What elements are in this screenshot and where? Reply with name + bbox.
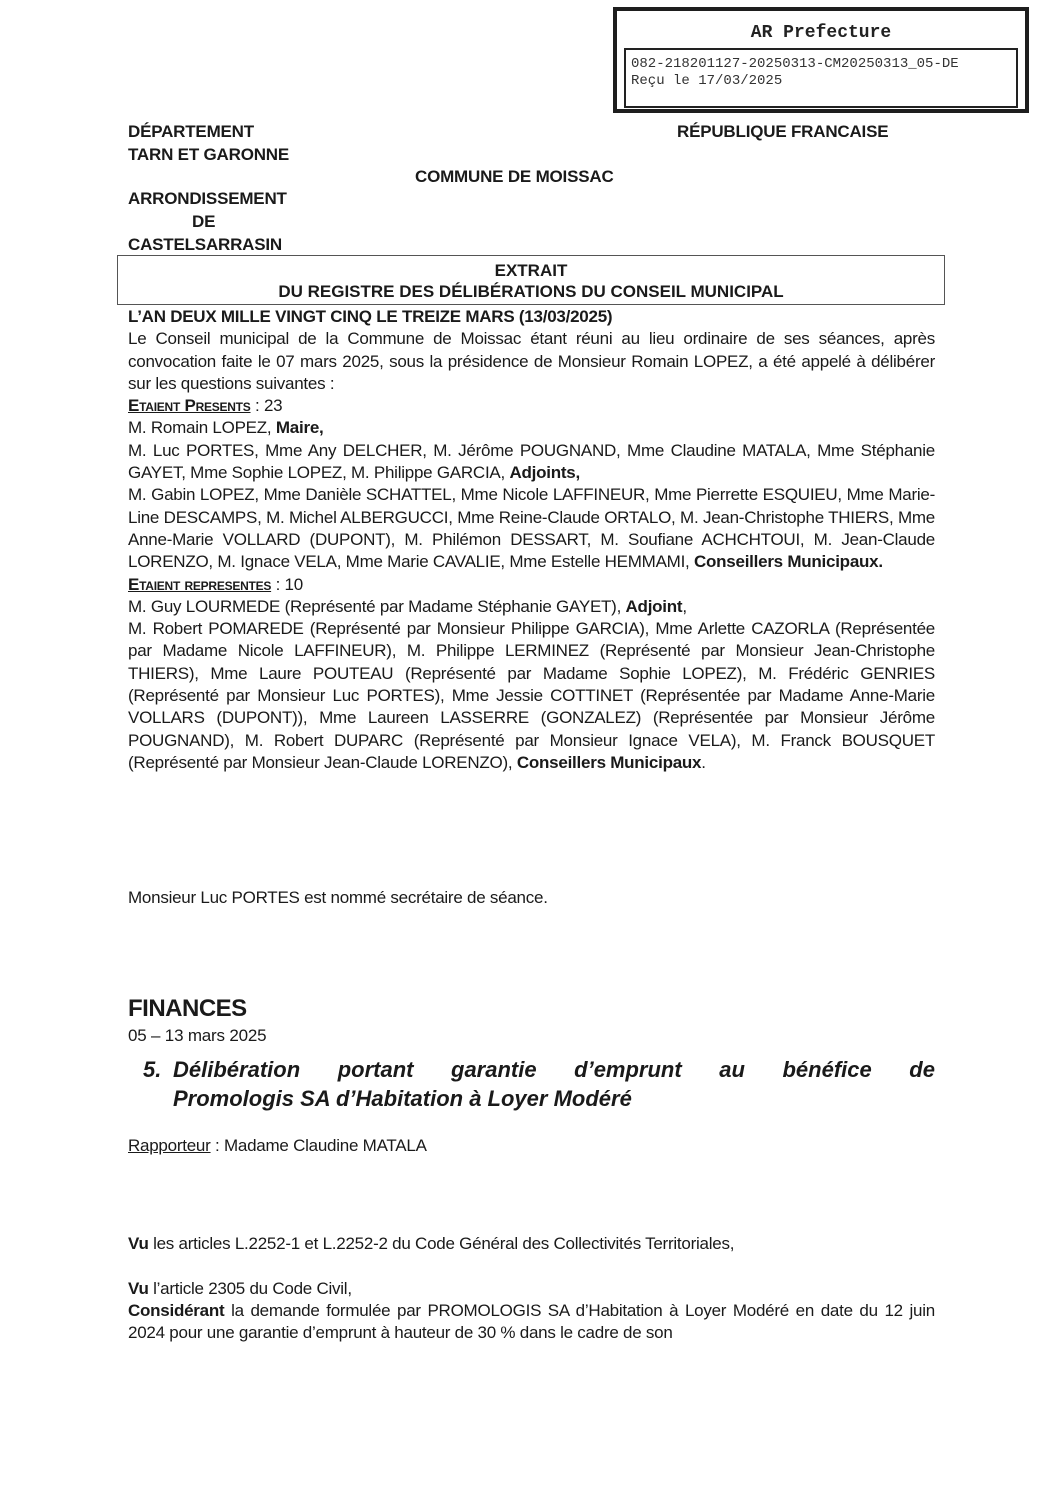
considerant-text: la demande formulée par PROMOLOGIS SA d’Habitation à Loyer Modéré en date du 12 juin 2024 pour une garantie d’emprunt à hauteur de 30 % dans le cadre de son [128, 1301, 935, 1343]
vu-label: Vu [128, 1279, 149, 1298]
ar-prefecture-stamp [613, 7, 1029, 113]
department-block [128, 120, 289, 166]
session-date-line: L’AN DEUX MILLE VINGT CINQ LE TREIZE MARS (13/03/2025) [128, 307, 613, 326]
maire-name: M. Romain LOPEZ, [128, 418, 276, 438]
presents-label: Etaient Presents [128, 396, 251, 416]
rapporteur-value: : Madame Claudine MATALA [210, 1136, 427, 1155]
representes-label: Etaient representes [128, 574, 272, 594]
extrait-box [117, 255, 945, 305]
department-label: DÉPARTEMENT [128, 122, 254, 141]
representes-heading [128, 574, 935, 596]
presents-adjoints [128, 440, 935, 485]
maire-role: Maire, [275, 418, 324, 438]
section-title: FINANCES [128, 995, 247, 1022]
represente-conseillers-names: M. Robert POMAREDE (Représenté par Monsieur Philippe GARCIA), Mme Arlette CAZORLA (Représentée par Madame Nicole LAFFINEUR), M. Philippe LERMINEZ (Représenté par Monsieur Jean-Christophe THIERS), Mme Laure POUTEAU (Représenté par Madame Sophie LOPEZ), M. Frédéric GENRIES (Représenté par Monsieur Luc PORTES), Mme Jessie COTTINET (Représentée par Madame Anne-Marie VOLLARS (DUPONT)), Mme Laureen LASSERRE (GONZALEZ) (Représentée par Monsieur Jérôme POUGNAND), M. Robert DUPARC (Représenté par Monsieur Ignace VELA), M. Franck BOUSQUET (Représenté par Monsieur Jean-Claude LORENZO), [128, 619, 935, 772]
stamp-reference: 082-218201127-20250313-CM20250313_05-DE [631, 56, 959, 72]
title-word: d’emprunt [574, 1057, 682, 1082]
section-date: 05 – 13 mars 2025 [128, 1026, 267, 1045]
deliberation-number: 5. [143, 1057, 162, 1082]
vu-cgct [128, 1233, 935, 1255]
presents-conseillers [128, 484, 935, 573]
considerant-label: Considérant [128, 1301, 225, 1320]
represente-conseillers-role: Conseillers Municipaux [516, 752, 702, 772]
session-intro: Le Conseil municipal de la Commune de Moissac étant réuni au lieu ordinaire de ses séances, après convocation faite le 07 mars 2025, sous la présidence de Monsieur Romain LOPEZ, a été appelé à délibérer sur les questions suivantes : [128, 329, 935, 393]
extrait-title: EXTRAIT [494, 261, 568, 280]
arrondissement-de: DE [192, 212, 216, 231]
rapporteur-label: Rapporteur [128, 1136, 211, 1155]
representes-conseillers [128, 618, 935, 774]
representes-adjoint [128, 596, 935, 618]
presents-count: : 23 [250, 396, 283, 416]
represente-adjoint-role: Adjoint [625, 596, 683, 616]
secretaire-line: Monsieur Luc PORTES est nommé secrétaire de séance. [128, 888, 548, 907]
vu-code-civil [128, 1278, 935, 1300]
arrondissement-label: ARRONDISSEMENT [128, 189, 287, 208]
representes-count: : 10 [271, 574, 303, 594]
deliberation-title [143, 1055, 935, 1113]
deliberation-title-line2: Promologis SA d’Habitation à Loyer Modéré [173, 1086, 632, 1111]
rapporteur-line [128, 1135, 935, 1157]
vu-text: les articles L.2252-1 et L.2252-2 du Code Général des Collectivités Territoriales, [148, 1234, 735, 1253]
title-word: bénéfice [782, 1057, 872, 1082]
session-body [128, 306, 935, 774]
adjoints-names: M. Luc PORTES, Mme Any DELCHER, M. Jérôme POUGNAND, Mme Claudine MATALA, Mme Stéphanie GAYET, Mme Sophie LOPEZ, M. Philippe GARCIA, [128, 440, 935, 483]
considerant-demande [128, 1300, 935, 1345]
presents-heading [128, 395, 935, 417]
title-word: Délibération [173, 1057, 301, 1082]
punctuation: , [682, 596, 687, 616]
department-name: TARN ET GARONNE [128, 145, 290, 164]
stamp-title: AR Prefecture [750, 23, 892, 43]
title-word: portant [337, 1057, 414, 1082]
represente-adjoint-names: M. Guy LOURMEDE (Représenté par Madame Stéphanie GAYET), [128, 596, 626, 616]
adjoints-role: Adjoints, [509, 463, 580, 483]
vu-label: Vu [128, 1234, 149, 1253]
title-word: de [909, 1057, 935, 1082]
arrondissement-block [128, 187, 318, 256]
conseillers-role: Conseillers Municipaux. [693, 552, 883, 572]
title-word: garantie [451, 1057, 537, 1082]
commune-name: COMMUNE DE MOISSAC [415, 167, 614, 186]
punctuation: . [701, 752, 706, 772]
extrait-subtitle: DU REGISTRE DES DÉLIBÉRATIONS DU CONSEIL MUNICIPAL [278, 282, 784, 301]
stamp-reference-box [624, 48, 1018, 108]
presents-maire [128, 417, 935, 439]
stamp-received-date: Reçu le 17/03/2025 [631, 73, 783, 89]
title-word: au [719, 1057, 745, 1082]
conseillers-names: M. Gabin LOPEZ, Mme Danièle SCHATTEL, Mme Nicole LAFFINEUR, Mme Pierrette ESQUIEU, Mme Marie-Line DESCAMPS, M. Michel ALBERGUCCI, Mme Reine-Claude ORTALO, M. Jean-Christophe THIERS, Mme Anne-Marie VOLLARD (DUPONT), M. Philémon DESSART, M. Soufiane ACHCHTOUI, M. Jean-Claude LORENZO, M. Ignace VELA, Mme Marie CAVALIE, Mme Estelle HEMMAMI, [128, 485, 935, 572]
deliberation-title-line1 [173, 1055, 935, 1084]
republique-label: RÉPUBLIQUE FRANCAISE [677, 122, 889, 141]
arrondissement-name: CASTELSARRASIN [128, 235, 282, 254]
vu-text: l’article 2305 du Code Civil, [148, 1279, 352, 1298]
